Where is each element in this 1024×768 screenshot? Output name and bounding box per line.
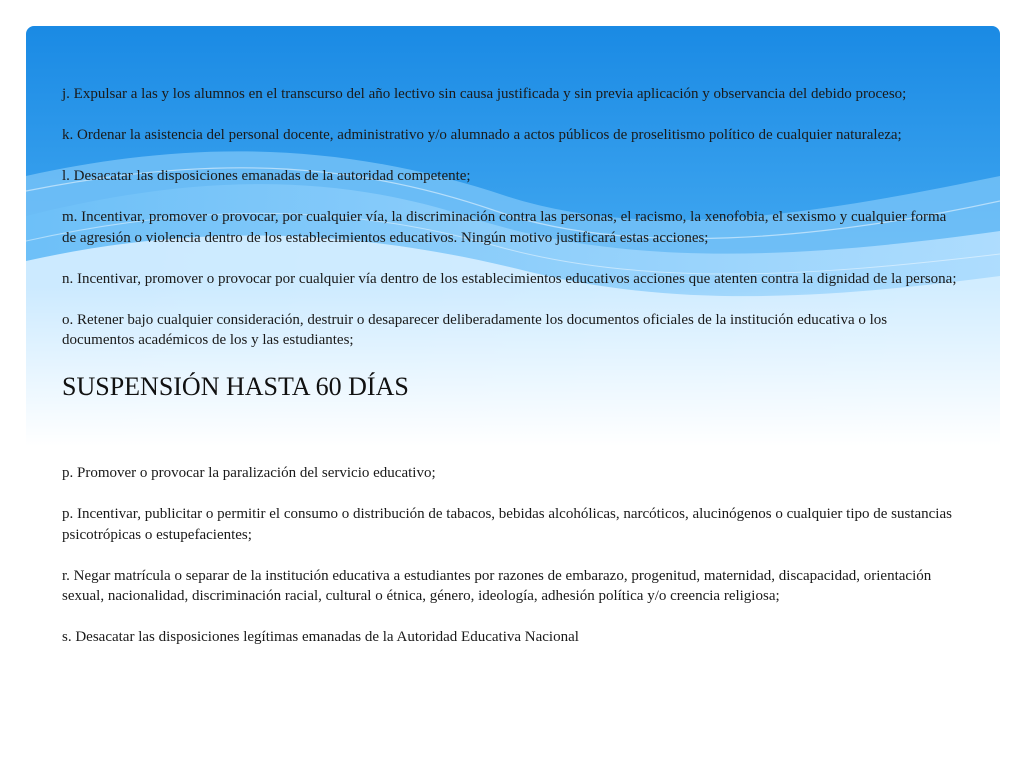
paragraph-n: n. Incentivar, promover o provocar por cualquier vía dentro de los establecimientos educativos acciones que atenten contra la dignidad de la persona; xyxy=(62,270,957,287)
section-title: SUSPENSIÓN HASTA 60 DÍAS xyxy=(62,372,409,401)
paragraph-p2: p. Incentivar, publicitar o permitir el consumo o distribución de tabacos, bebidas alcohólicas, narcóticos, alucinógenos o cualquier tipo de sustancias psicotrópicas o estupefacientes; xyxy=(62,506,952,543)
slide-content xyxy=(62,84,962,668)
paragraph-s: s. Desacatar las disposiciones legítimas emanadas de la Autoridad Educativa Nacional xyxy=(62,629,579,645)
paragraph-m: m. Incentivar, promover o provocar, por cualquier vía, la discriminación contra las personas, el racismo, la xenofobia, el sexismo y cualquier forma de agresión o violencia dentro de los establecimientos educativos. Ningún motivo justificará estas acciones; xyxy=(62,209,947,246)
paragraph-l: l. Desacatar las disposiciones emanadas de la autoridad competente; xyxy=(62,168,471,184)
paragraph-o: o. Retener bajo cualquier consideración, destruir o desaparecer deliberadamente los documentos oficiales de la institución educativa o los documentos académicos de los y las estudiantes; xyxy=(62,311,888,348)
paragraph-k: k. Ordenar la asistencia del personal docente, administrativo y/o alumnado a actos públicos de proselitismo político de cualquier naturaleza; xyxy=(62,127,902,143)
paragraph-p1: p. Promover o provocar la paralización del servicio educativo; xyxy=(62,465,436,481)
paragraph-j: j. Expulsar a las y los alumnos en el transcurso del año lectivo sin causa justificada y sin previa aplicación y observancia del debido proceso; xyxy=(62,86,907,102)
paragraph-r: r. Negar matrícula o separar de la institución educativa a estudiantes por razones de embarazo, progenitud, maternidad, discapacidad, orientación sexual, nacionalidad, discriminación racial, cultural o étnica, género, ideología, adhesión política y/o creencia religiosa; xyxy=(62,567,932,604)
